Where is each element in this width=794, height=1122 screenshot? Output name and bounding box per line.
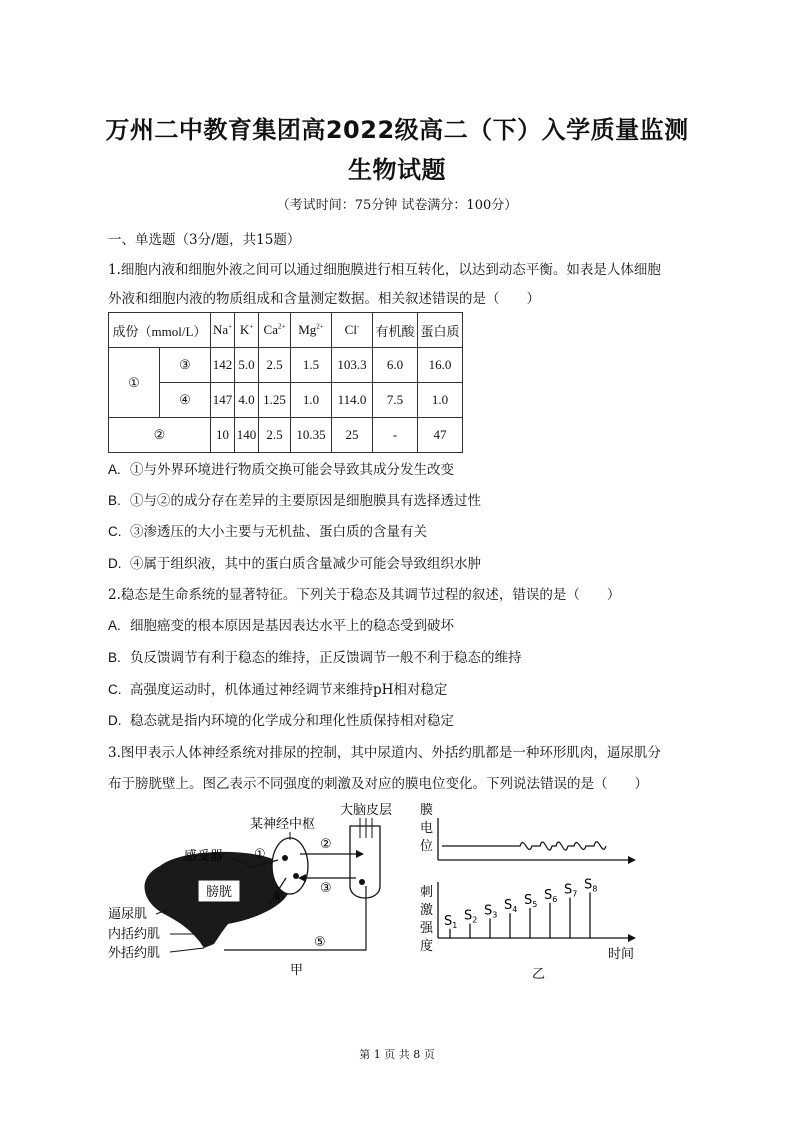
table-cell: 7.5 bbox=[373, 383, 418, 418]
table-cell: 103.3 bbox=[332, 348, 373, 383]
table-cell: 2.5 bbox=[259, 418, 291, 453]
q1-option-d: D. ④属于组织液，其中的蛋白质含量减少可能会导致组织水肿 bbox=[108, 556, 481, 572]
header-mg: $Mg^{2+}$ bbox=[291, 313, 332, 348]
q1-stem-line1: 1.细胞内液和细胞外液之间可以通过细胞膜进行相互转化，以达到动态平衡。如表是人体细胞 bbox=[108, 262, 661, 278]
spinal-center-oval bbox=[272, 838, 308, 894]
table-cell: 142 bbox=[211, 348, 235, 383]
table-cell: 1.25 bbox=[259, 383, 291, 418]
table-cell: 6.0 bbox=[373, 348, 418, 383]
row-label: ③ bbox=[160, 348, 211, 383]
stimulus-bars bbox=[444, 877, 597, 938]
table-cell: 10 bbox=[211, 418, 235, 453]
table-cell: 10.35 bbox=[291, 418, 332, 453]
q3-figure bbox=[100, 798, 660, 988]
q2-option-d: D. 稳态就是指内环境的化学成分和理化性质保持相对稳定 bbox=[108, 713, 454, 729]
table-cell: 1.5 bbox=[291, 348, 332, 383]
table-row bbox=[109, 418, 463, 453]
num-2: ② bbox=[320, 837, 332, 852]
xlabel-time: 时间 bbox=[608, 947, 635, 962]
arrow-head bbox=[628, 934, 636, 942]
receptor-label: 感受器 bbox=[184, 849, 224, 864]
header-ca: $Ca^{2+}$ bbox=[259, 313, 291, 348]
stimulus-label: $S_8$ bbox=[584, 877, 598, 894]
table-cell: 1.0 bbox=[291, 383, 332, 418]
header-na: Na+ bbox=[211, 313, 235, 348]
ylabel-bottom-char: 激 bbox=[420, 903, 434, 918]
outer-pointer bbox=[170, 948, 204, 952]
inner-sphincter-label: 内括约肌 bbox=[108, 927, 161, 942]
table-header-row bbox=[109, 313, 463, 348]
ylabel-bottom-char: 度 bbox=[420, 939, 434, 954]
row-label: ② bbox=[109, 418, 211, 453]
table-cell: 1.0 bbox=[418, 383, 463, 418]
table-cell: 5.0 bbox=[235, 348, 259, 383]
table-cell: 140 bbox=[235, 418, 259, 453]
ylabel-top-char: 膜 bbox=[420, 803, 434, 818]
page-title: 万州二中教育集团高2022级高二（下）入学质量监测 bbox=[105, 116, 689, 144]
figure-yi bbox=[420, 803, 636, 982]
stimulus-label: $S_2$ bbox=[464, 908, 478, 925]
group-1-label: ① bbox=[109, 348, 160, 418]
header-k: K+ bbox=[235, 313, 259, 348]
stimulus-label: $S_4$ bbox=[504, 898, 518, 915]
num-5: ⑤ bbox=[314, 935, 326, 950]
section-heading: 一、单选题（3分/题，共15题） bbox=[108, 232, 301, 248]
exam-info: （考试时间：75分钟 试卷满分：100分） bbox=[276, 198, 518, 213]
cortex-label: 大脑皮层 bbox=[340, 803, 393, 818]
q1-option-c: C. ③渗透压的大小主要与无机盐、蛋白质的含量有关 bbox=[108, 524, 427, 540]
ylabel-bottom-char: 强 bbox=[420, 921, 434, 936]
caption-jia: 甲 bbox=[290, 963, 304, 978]
table-cell: 114.0 bbox=[332, 383, 373, 418]
stimulus-label: $S_7$ bbox=[564, 882, 578, 899]
detrusor-label: 逼尿肌 bbox=[108, 907, 148, 922]
page-subject: 生物试题 bbox=[348, 156, 446, 184]
table-row bbox=[109, 348, 463, 383]
q3-stem-line1: 3.图甲表示人体神经系统对排尿的控制，其中尿道内、外括约肌都是一种环形肌肉，逼尿肌分 bbox=[108, 745, 661, 761]
membrane-potential-trace bbox=[442, 842, 606, 850]
cortex-box bbox=[350, 826, 380, 898]
q2-option-a: A. 细胞癌变的根本原因是基因表达水平上的稳态受到破坏 bbox=[108, 618, 454, 634]
neuron-body bbox=[282, 855, 288, 861]
table-cell: 25 bbox=[332, 418, 373, 453]
q1-option-a: A. ①与外界环境进行物质交换可能会导致其成分发生改变 bbox=[108, 462, 454, 478]
table-cell: 16.0 bbox=[418, 348, 463, 383]
bladder-label: 膀胱 bbox=[205, 885, 233, 900]
row-label: ④ bbox=[160, 383, 211, 418]
ylabel-top-char: 位 bbox=[420, 839, 434, 854]
table-row bbox=[109, 383, 463, 418]
header-organic-acid: 有机酸 bbox=[373, 313, 418, 348]
num-1: ① bbox=[254, 847, 266, 862]
header-cl: Cl- bbox=[332, 313, 373, 348]
ylabel-top-char: 电 bbox=[420, 821, 434, 836]
q1-stem-line2: 外液和细胞内液的物质组成和含量测定数据。相关叙述错误的是（ ） bbox=[108, 291, 540, 307]
q2-option-b: B. 负反馈调节有利于稳态的维持，正反馈调节一般不利于稳态的维持 bbox=[108, 650, 522, 666]
q1-data-table bbox=[108, 312, 463, 453]
stimulus-label: $S_5$ bbox=[524, 893, 538, 909]
stimulus-label: $S_3$ bbox=[484, 903, 498, 920]
table-cell: 47 bbox=[418, 418, 463, 453]
page-footer: 第 1 页 共 8 页 bbox=[359, 1048, 435, 1061]
ylabel-bottom-char: 刺 bbox=[420, 885, 434, 900]
arrow-head bbox=[628, 856, 636, 864]
q2-option-c: C. 高强度运动时，机体通过神经调节来维持pH相对稳定 bbox=[108, 682, 448, 698]
table-cell: - bbox=[373, 418, 418, 453]
neuron-body bbox=[359, 879, 365, 885]
q3-stem-line2: 布于膀胱壁上。图乙表示不同强度的刺激及对应的膜电位变化。下列说法错误的是（ ） bbox=[108, 776, 648, 792]
table-cell: 147 bbox=[211, 383, 235, 418]
center-label: 某神经中枢 bbox=[250, 817, 316, 832]
table-cell: 2.5 bbox=[259, 348, 291, 383]
q1-option-b: B. ①与②的成分存在差异的主要原因是细胞膜具有选择透过性 bbox=[108, 493, 481, 509]
table-header-label: 成份（mmol/L） bbox=[109, 313, 211, 348]
caption-yi: 乙 bbox=[532, 967, 546, 982]
num-3: ③ bbox=[320, 881, 332, 896]
header-protein: 蛋白质 bbox=[418, 313, 463, 348]
q2-stem: 2.稳态是生命系统的显著特征。下列关于稳态及其调节过程的叙述，错误的是（ ） bbox=[108, 587, 621, 603]
stimulus-label: $S_1$ bbox=[444, 913, 458, 930]
num-4: ④ bbox=[272, 891, 284, 906]
outer-sphincter-label: 外括约肌 bbox=[108, 946, 161, 961]
table-cell: 4.0 bbox=[235, 383, 259, 418]
neuron-body bbox=[293, 873, 299, 879]
stimulus-label: $S_6$ bbox=[544, 887, 558, 904]
figure-jia bbox=[108, 802, 392, 978]
